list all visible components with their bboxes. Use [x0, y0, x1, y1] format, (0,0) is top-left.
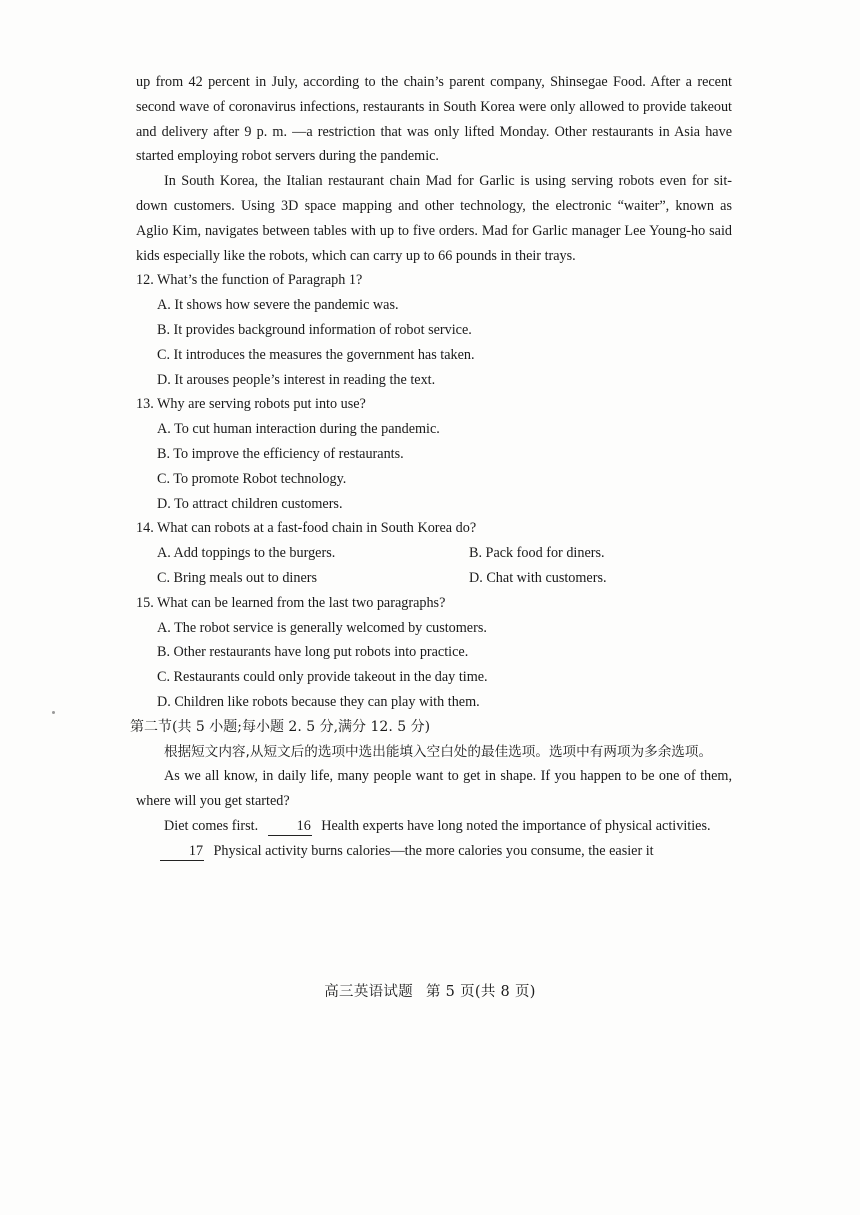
section-paragraph-diet [136, 814, 732, 839]
option-b: B. Other restaurants have long put robots into practice. [157, 644, 469, 661]
answer-blank-16: 16 [268, 817, 312, 836]
question-13 [136, 392, 732, 516]
option-c: C. Restaurants could only provide takeout in the day time. [157, 669, 488, 686]
footer-title: 高三英语试题 [324, 984, 414, 1000]
option-b: B. To improve the efficiency of restaurants. [157, 445, 404, 462]
page-content [130, 70, 732, 864]
option-a: A. To cut human interaction during the pandemic. [157, 421, 440, 438]
option-d: D. It arouses people’s interest in reading the text. [157, 371, 436, 388]
answer-blank-17: 17 [160, 842, 204, 861]
option-b: B. Pack food for diners. [469, 545, 605, 562]
option-row [136, 541, 732, 566]
page-footer [0, 980, 860, 1001]
question-stem: 15. What can be learned from the last two paragraphs? [136, 594, 446, 611]
footer-page-number: 第 5 页(共 8 页) [425, 984, 536, 1000]
question-12 [136, 268, 732, 392]
section-heading: 第二节(共 5 小题;每小题 2. 5 分,满分 12. 5 分) [130, 718, 431, 735]
section-paragraph-intro: As we all know, in daily life, many people want to get in shape. If you happen to be one of them, where will you get started? [136, 768, 732, 810]
question-stem: 12. What’s the function of Paragraph 1? [136, 272, 363, 289]
question-stem: 13. Why are serving robots put into use? [136, 396, 366, 413]
sentence-text: Physical activity burns calories—the more calories you consume, the easier it [213, 842, 654, 859]
question-stem: 14. What can robots at a fast-food chain in South Korea do? [136, 520, 477, 537]
sentence-text: Diet comes first. [164, 817, 259, 834]
option-a: A. It shows how severe the pandemic was. [157, 297, 399, 314]
option-c: C. Bring meals out to diners [157, 569, 317, 586]
option-d: D. To attract children customers. [157, 495, 343, 512]
option-a: A. The robot service is generally welcomed by customers. [157, 619, 487, 636]
option-c: C. To promote Robot technology. [157, 470, 347, 487]
scan-speck [52, 711, 55, 714]
sentence-text: Health experts have long noted the importance of physical activities. [321, 817, 711, 834]
question-14 [136, 516, 732, 590]
option-c: C. It introduces the measures the government has taken. [157, 346, 475, 363]
passage-paragraph-continued: up from 42 percent in July, according to the chain’s parent company, Shinsegae Food. After a recent second wave of coronavirus infections, restaurants in South Korea were only allowed to provide takeout and delivery after 9 p. m. —a restriction that was only lifted Monday. Other restaurants in Asia have started employing robot servers during the pandemic. [136, 74, 732, 165]
option-a: A. Add toppings to the burgers. [157, 545, 336, 562]
option-row [136, 566, 732, 591]
option-b: B. It provides background information of robot service. [157, 321, 472, 338]
option-d: D. Chat with customers. [469, 569, 607, 586]
section-paragraph-activity [136, 839, 732, 864]
option-d: D. Children like robots because they can play with them. [157, 693, 480, 710]
section-instructions: 根据短文内容,从短文后的选项中选出能填入空白处的最佳选项。选项中有两项为多余选项。 [164, 743, 713, 760]
passage-paragraph-mad-for-garlic: In South Korea, the Italian restaurant chain Mad for Garlic is using serving robots even for sit-down customers. Using 3D space mapping and other technology, the electronic “waiter”, known as Aglio Kim, navigates between tables with up to five orders. Mad for Garlic manager Lee Young-ho said kids especially like the robots, which can carry up to 66 pounds in their trays. [136, 173, 732, 264]
question-15 [136, 591, 732, 715]
